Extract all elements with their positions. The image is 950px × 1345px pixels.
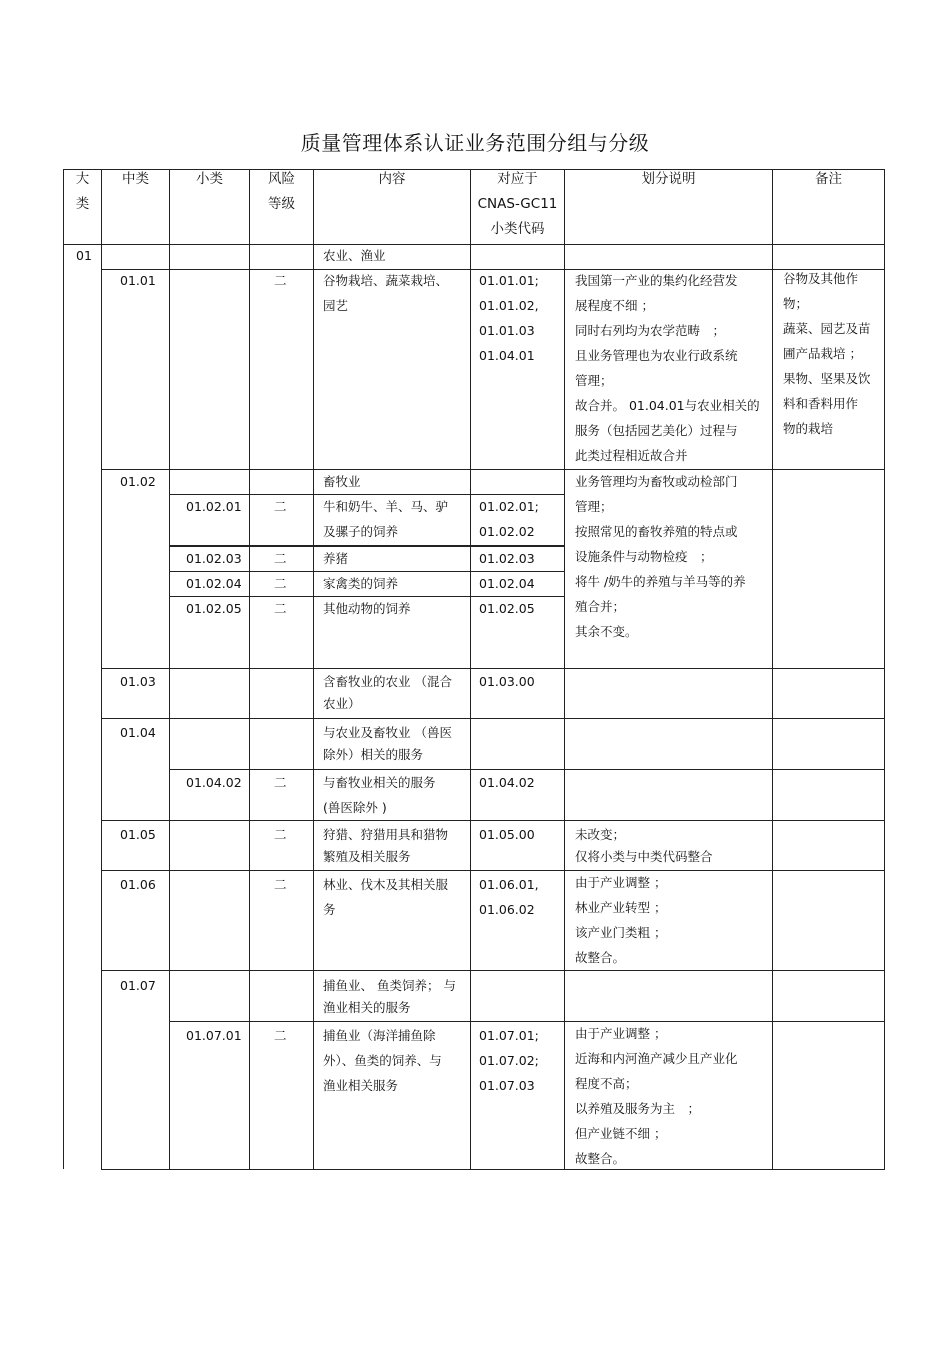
content-cell: 与农业及畜牧业 （兽医 除外）相关的服务 [323,725,452,762]
risk-level: 二 [274,551,287,566]
content-cell: 捕鱼业、 鱼类饲养； 与 渔业相关的服务 [323,978,456,1015]
table-line [63,169,64,1169]
table-line [772,169,773,1170]
table-line [101,469,885,470]
cnas-code: 01.07.01; 01.07.02; 01.07.03 [479,1028,539,1093]
middle-code: 01.06 [120,877,156,892]
minor-code: 01.02.03 [186,551,242,566]
header-cnas: 对应于 CNAS-GC11 小类代码 [477,171,558,237]
minor-code: 01.04.02 [186,775,242,790]
table-line [101,1169,885,1170]
table-line [564,169,565,1170]
table-line [101,718,885,719]
explain-cell: 业务管理均为畜牧或动检部门 管理； 按照常见的畜牧养殖的特点或 设施条件与动物检疫 ； 将牛 /奶牛的养殖与羊马等的养 殖合并； 其余不变。 [575,474,746,639]
content-cell: 畜牧业 [323,474,361,489]
risk-level: 二 [274,827,287,842]
cnas-code: 01.05.00 [479,827,535,842]
table-line [249,169,250,1170]
minor-code: 01.02.04 [186,576,242,591]
table-line [169,169,170,1170]
table-line [470,169,471,1170]
header-content: 内容 [378,171,406,187]
middle-code: 01.05 [120,827,156,842]
explain-cell: 由于产业调整 ； 近海和内河渔产减少且产业化 程度不高； 以养殖及服务为主 ； 但产业链不细 ； 故整合。 [575,1026,738,1166]
risk-level: 二 [274,499,287,514]
header-remark: 备注 [815,171,842,187]
middle-code: 01.02 [120,474,156,489]
minor-code: 01.02.01 [186,499,242,514]
risk-level: 二 [274,1028,287,1043]
header-risk: 风险 等级 [268,171,295,212]
header-middle: 中类 [122,171,149,187]
cnas-code: 01.01.01; 01.01.02, 01.01.03 01.04.01 [479,273,539,363]
middle-code: 01.07 [120,978,156,993]
header-minor: 小类 [196,171,223,187]
risk-level: 二 [274,273,287,288]
explain-cell: 由于产业调整 ； 林业产业转型 ； 该产业门类粗 ； 故整合。 [575,875,667,965]
content-cell: 其他动物的饲养 [323,601,411,616]
content-cell: 家禽类的饲养 [323,576,399,591]
table-line [101,169,102,1170]
risk-level: 二 [274,877,287,892]
cnas-code: 01.03.00 [479,674,535,689]
table-line [63,244,885,245]
content-cell: 牛和奶牛、羊、马、驴 及骡子的饲养 [323,499,449,539]
table-line [101,970,885,971]
content-cell: 谷物栽培、蔬菜栽培、 园艺 [323,273,449,313]
table-line [884,169,885,1170]
middle-code: 01.03 [120,674,156,689]
risk-level: 二 [274,576,287,591]
middle-code: 01.01 [120,273,156,288]
table-line [101,870,885,871]
content-cell: 捕鱼业（海洋捕鱼除 外）、鱼类的饲养、与 渔业相关服务 [323,1028,442,1093]
content-cell: 含畜牧业的农业 （混合 农业） [323,674,452,711]
page-title: 质量管理体系认证业务范围分组与分级 [300,131,650,155]
content-cell: 狩猎、狩猎用具和猎物 繁殖及相关服务 [323,827,449,864]
content-cell: 林业、伐木及其相关服 务 [323,877,449,917]
cnas-code: 01.02.01; 01.02.02 [479,499,539,539]
content-cell: 农业、渔业 [323,248,386,263]
risk-level: 二 [274,601,287,616]
remark-cell: 谷物及其他作 物； 蔬菜、园艺及苗 圃产品栽培 ； 果物、坚果及饮 料和香料用作 物的栽培 [783,271,871,436]
cnas-code: 01.02.05 [479,601,535,616]
header-major: 大 类 [75,171,90,212]
major-code: 01 [76,248,92,263]
cnas-code: 01.04.02 [479,775,535,790]
table-line [101,820,885,821]
table-line [313,169,314,1170]
header-explain: 划分说明 [641,171,696,187]
cnas-code: 01.06.01, 01.06.02 [479,877,539,917]
cnas-code: 01.02.04 [479,576,535,591]
minor-code: 01.02.05 [186,601,242,616]
content-cell: 与畜牧业相关的服务 (兽医除外 ) [323,775,436,815]
explain-cell: 我国第一产业的集约化经营发 展程度不细 ； 同时右列均为农学范畴 ； 且业务管理也为农业行政系统 管理； 故合并。 01.04.01与农业相关的 服务（包括园艺美化）过程与 此类过程相近故合并 [575,273,760,463]
middle-code: 01.04 [120,725,156,740]
content-cell: 养猪 [323,551,349,566]
risk-level: 二 [274,775,287,790]
cnas-code: 01.02.03 [479,551,535,566]
explain-cell: 未改变； 仅将小类与中类代码整合 [575,827,713,864]
minor-code: 01.07.01 [186,1028,242,1043]
table-line [169,1021,885,1022]
